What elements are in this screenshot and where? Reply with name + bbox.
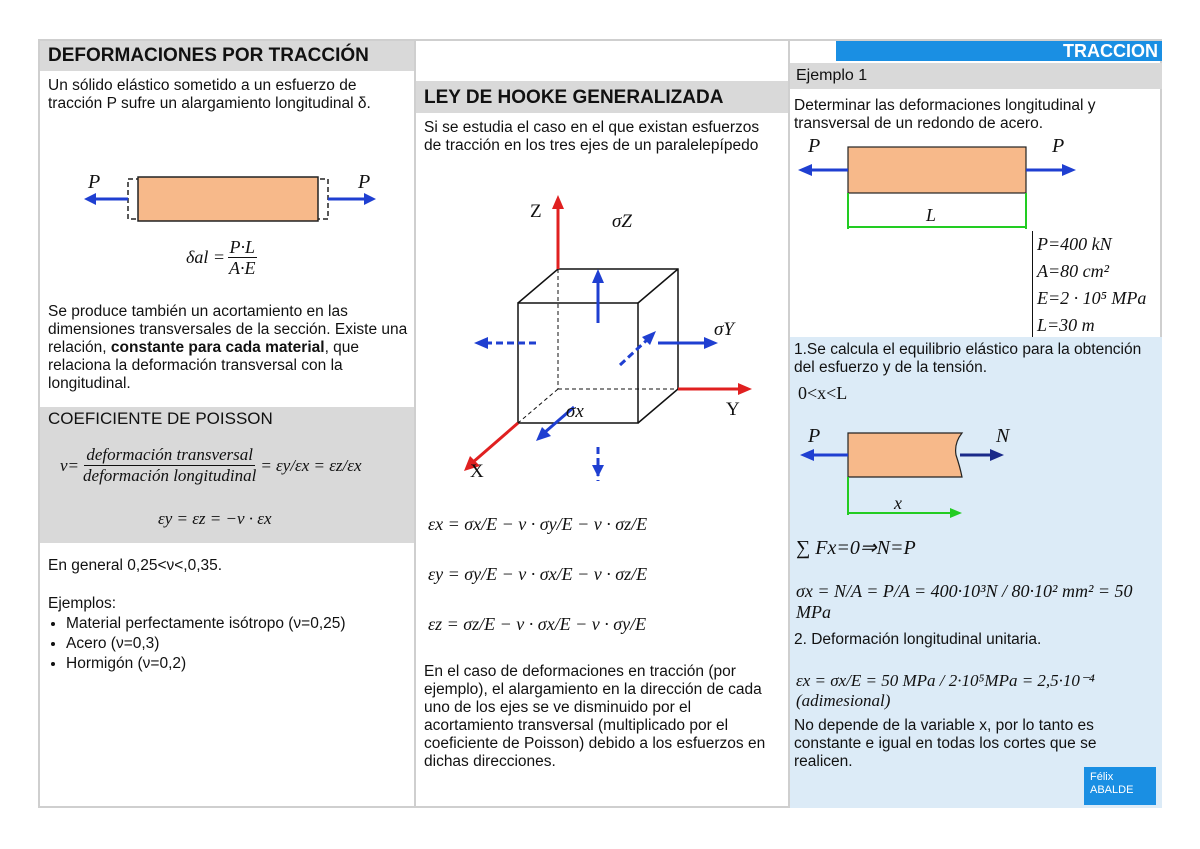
general-range-text: En general 0,25<ν<,0,35.: [48, 557, 223, 574]
transverse-paragraph: Se produce también un acortamiento en las dimensiones transversales de la sección. Existe una relación, constante para cada material, que relaciona la deformación transversal con la longitudinal.: [48, 303, 408, 392]
poisson-relation: εy = εz = −ν · εx: [158, 509, 272, 528]
section-title-deformaciones: DEFORMACIONES POR TRACCIÓN: [40, 41, 414, 71]
author-badge: Félix ABALDE: [1084, 767, 1156, 805]
bar-body: [138, 177, 318, 221]
tension-bar-diagram: [80, 169, 380, 229]
range-text: 0<x<L: [798, 383, 848, 403]
hooke-eq-z: εz = σz/E − ν · σx/E − ν · σy/E: [428, 614, 647, 634]
sigma-z-label: σZ: [612, 211, 632, 232]
cut-force-n: N: [996, 425, 1010, 447]
examples-list: [48, 613, 426, 675]
given-data: [1032, 231, 1146, 339]
z-axis-head: [552, 195, 564, 209]
step2-text: 2. Deformación longitudinal unitaria.: [794, 631, 1042, 648]
poisson-denominator: deformación longitudinal: [83, 466, 257, 485]
slide-sheet: [38, 39, 1162, 808]
equilibrium-eq: ∑ Fx=0⇒N=P: [796, 537, 916, 559]
given-l: L=30 m: [1037, 315, 1095, 335]
poisson-ratio: = εy/εx = εz/εx: [260, 455, 362, 475]
cut-bar-body: [848, 433, 962, 477]
sigma-z-bottom-head: [592, 465, 604, 477]
steel-force-right: P: [1052, 135, 1065, 157]
intro-text: Un sólido elástico sometido a un esfuerzo de tracción P sufre un alargamiento longitudinal δ.: [48, 77, 371, 112]
cube-edge: [638, 269, 678, 303]
sigma-z-head: [592, 269, 604, 283]
poisson-formula: ν= $\frac{\text{deformación transversal}}{\text{deformación longitudinal}}$ = εy/εx = εz/εx: [60, 445, 362, 485]
stress-cube-diagram: [456, 193, 756, 481]
sigma-y-left-head: [474, 337, 488, 349]
poisson-title: COEFICIENTE DE POISSON: [48, 409, 273, 428]
sigma-y-label: σY: [714, 319, 734, 340]
y-axis-head: [738, 383, 752, 395]
axis-label-z: Z: [530, 201, 542, 222]
elongation-numerator: P·L: [229, 237, 256, 257]
elongation-formula: [186, 237, 260, 278]
cut-force-p: P: [808, 425, 821, 447]
sigma-x-back-head: [642, 331, 656, 345]
given-p: P=400 kN: [1037, 234, 1112, 254]
axis-label-x: X: [470, 461, 484, 482]
poisson-numerator: deformación transversal: [86, 445, 254, 464]
section-title-hooke: LEY DE HOOKE GENERALIZADA: [416, 81, 788, 113]
hooke-eq-x: εx = σx/E − ν · σy/E − ν · σz/E: [428, 514, 648, 534]
step1-text: 1.Se calcula el equilibrio elástico para la obtención del esfuerzo y de la tensión.: [794, 341, 1142, 376]
hooke-intro: Si se estudia el caso en el que existan esfuerzos de tracción en los tres ejes de un paralelepípedo: [424, 119, 760, 154]
example-title: Ejemplo 1: [790, 63, 1162, 89]
steel-left-head: [798, 164, 812, 176]
steel-right-head: [1062, 164, 1076, 176]
hooke-closing: En el caso de deformaciones en tracción (por ejemplo), el alargamiento en la dirección de cada uno de los ejes se ve disminuido por el acortamiento transversal (multiplicado por el coeficiente de Poisson) debido a los esfuerzos en dichas direcciones.: [424, 663, 766, 770]
steel-force-left: P: [808, 135, 821, 157]
traccion-tag: TRACCION: [836, 41, 1162, 61]
given-e: E=2 · 10⁵ MPa: [1037, 288, 1147, 308]
right-arrowhead: [364, 193, 376, 205]
examples-label: Ejemplos:: [48, 595, 117, 612]
x-axis: [472, 423, 518, 463]
bold-constant: constante para cada material: [110, 339, 325, 356]
example-item: • Material perfectamente isótropo (ν=0,25): [66, 615, 426, 633]
column-ejemplo: [790, 41, 1162, 806]
example-item: • Hormigón (ν=0,2): [66, 655, 426, 673]
cut-bar-diagram: [794, 423, 1024, 519]
axis-label-y: Y: [726, 399, 740, 420]
stress-eq: σx = N/A = P/A = 400·10³N / 80·10² mm² = 50 MPa: [796, 581, 1133, 622]
cut-left-head: [800, 449, 814, 461]
sigma-x-arrow-back: [620, 339, 648, 365]
cut-n-head: [990, 449, 1004, 461]
elongation-denominator: A·E: [229, 258, 256, 278]
force-label-right: P: [358, 171, 371, 193]
hooke-eq-y: εy = σy/E − ν · σx/E − ν · σz/E: [428, 564, 648, 584]
example-item: • Acero (ν=0,3): [66, 635, 426, 653]
column-deformaciones: [40, 41, 416, 806]
length-label: L: [926, 205, 937, 225]
steel-bar: [848, 147, 1026, 193]
column-hooke: [416, 41, 790, 806]
cut-x-label: x: [894, 493, 902, 513]
left-arrowhead: [84, 193, 96, 205]
hidden-edge-diagonal: [518, 389, 558, 423]
sigma-x-label: σx: [566, 401, 584, 422]
given-a: A=80 cm²: [1037, 261, 1110, 281]
strain-eq: εx = σx/E = 50 MPa / 2·10⁵MPa = 2,5·10⁻⁴ (adimesional): [796, 671, 1095, 710]
steel-bar-diagram: [794, 135, 1094, 235]
elongation-lhs: δal =: [186, 247, 226, 267]
force-label-left: P: [88, 171, 101, 193]
conclusion-text: No depende de la variable x, por lo tanto es constante e igual en todas los cortes que se realicen.: [794, 717, 1097, 770]
hooke-equations: [428, 499, 647, 649]
x-dimension-head: [950, 508, 962, 518]
example-intro: Determinar las deformaciones longitudinal y transversal de un redondo de acero.: [794, 97, 1096, 132]
